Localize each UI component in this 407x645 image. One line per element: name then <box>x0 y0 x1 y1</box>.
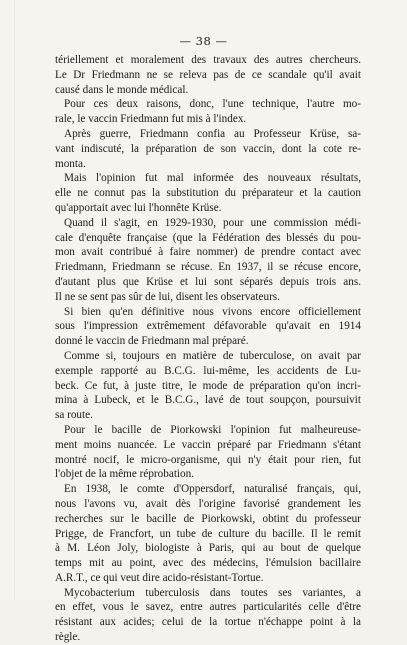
text-line: elle ne connut pas la substitution du préparateur et la caution <box>55 187 361 200</box>
text-line: ment moins nuancée. Le vaccin préparé par Friedmann s'étant <box>55 438 361 451</box>
text-line: Prigge, de Francfort, un tube de culture du bacille. Il le remit <box>55 527 361 540</box>
page-edge-shadow <box>14 0 15 600</box>
text-line: l'objet de la même réprobation. <box>55 468 195 481</box>
page-number: — 38 — <box>179 34 228 48</box>
text-line: temps mit au point, avec des médecins, l'émulsion bacillaire <box>55 557 361 570</box>
text-line: exemple rapporté au B.C.G. lui-même, les accidents de Lu- <box>55 364 361 377</box>
text-line: résistant aux acides; celui de la tortue n'échappe point à la <box>55 616 361 629</box>
text-line: Si bien qu'en définitive nous vivons encore officiellement <box>64 305 361 318</box>
text-line: Pour le bacille de Piorkowski l'opinion fut malheureuse- <box>64 423 361 436</box>
body-text <box>55 53 361 645</box>
text-line: tériellement et moralement des travaux des autres chercheurs. <box>55 54 361 66</box>
text-line: recherches sur le bacille de Piorkowski, obtint du professeur <box>55 512 361 525</box>
text-line: En 1938, le comte d'Oppersdorf, naturalisé français, qui, <box>64 483 361 496</box>
text-line: mina à Lubeck, et le B.C.G., lavé de tout soupçon, poursuivit <box>55 394 361 407</box>
text-line: Quand il s'agit, en 1929-1930, pour une commission médi- <box>64 216 361 229</box>
text-line: Comme si, toujours en matière de tuberculose, on avait par <box>64 349 361 362</box>
text-line: donné le vaccin de Friedmann mal préparé. <box>55 335 249 348</box>
text-line: sa route. <box>55 409 93 422</box>
text-line: A.R.T., ce qui veut dire acido-résistant-Tortue. <box>55 571 264 584</box>
text-line: d'autant plus que Krüse et lui sont séparés depuis trois ans. <box>55 275 361 288</box>
text-line: Mycobacterium tuberculosis dans toutes ses variantes, a <box>64 586 361 599</box>
text-line: beck. Ce fut, à juste titre, le mode de préparation qu'on incri- <box>55 379 361 392</box>
text-line: rale, le vaccin Friedmann fut mis à l'index. <box>55 113 247 126</box>
text-line: Le Dr Friedmann ne se releva pas de ce scandale qu'il avait <box>55 68 361 81</box>
text-line: nous l'avons vu, avait dès l'origine favorisé grandement les <box>55 497 361 510</box>
text-line: mon avait contribué à faire nommer) de prendre contact avec <box>55 246 361 259</box>
text-line: règle. <box>55 631 81 644</box>
text-line: cale d'enquête française (que la Fédération des blessés du pou- <box>55 231 361 244</box>
text-line: montré nocif, le micro-organisme, qui n'y était pour rien, fut <box>55 453 361 466</box>
text-line: causé dans le monde médical. <box>55 83 189 96</box>
text-line: Mais l'opinion fut mal informée des nouveaux résultats, <box>64 172 361 185</box>
text-line: Il ne se sent pas sûr de lui, disent les observateurs. <box>55 290 280 303</box>
text-line: sous l'impression extrêmement défavorable qu'avait en 1914 <box>55 320 361 333</box>
text-line: en effet, vous le savez, entre autres particularités celle d'être <box>55 601 361 614</box>
text-line: qu'apportait avec lui l'honnête Krüse. <box>55 201 222 214</box>
text-line: Après guerre, Friedmann confia au Professeur Krüse, sa- <box>64 127 361 140</box>
text-line: Friedmann, Friedmann se récuse. En 1937, il se récuse encore, <box>55 261 361 274</box>
text-line: monta. <box>55 157 86 170</box>
text-line: Pour ces deux raisons, donc, l'une technique, l'autre mo- <box>64 98 361 111</box>
text-line: vant indiscuté, la préparation de son vaccin, dont la cote re- <box>55 142 361 155</box>
text-line: à M. Léon Joly, biologiste à Paris, qui au bout de quelque <box>55 542 361 555</box>
